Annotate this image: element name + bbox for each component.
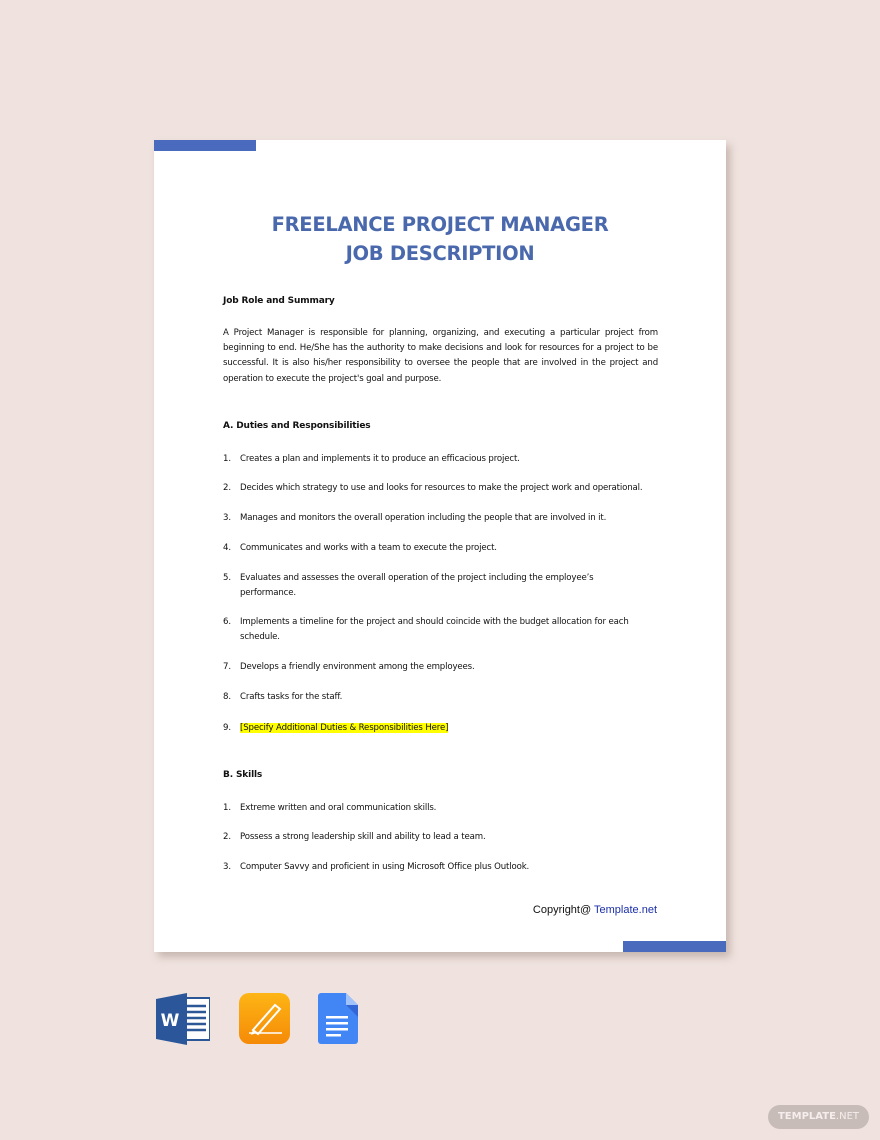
duty-item: 1. Creates a plan and implements it to produce an efficacious project. [223, 454, 520, 464]
duty-item-placeholder: 9. [Specify Additional Duties & Responsibilities Here] [223, 723, 449, 733]
summary-heading: Job Role and Summary [223, 296, 335, 306]
skill-item: 1. Extreme written and oral communication skills. [223, 803, 437, 813]
duty-item: 7. Develops a friendly environment among the employees. [223, 662, 475, 672]
title-line-1: FREELANCE PROJECT MANAGER [271, 213, 609, 236]
google-docs-icon[interactable] [318, 993, 358, 1044]
duty-item: 6. Implements a timeline for the project and should coincide with the budget allocation for each schedule. [223, 617, 629, 642]
document-title [154, 210, 726, 268]
svg-text:W: W [160, 1011, 180, 1031]
duties-heading: A. Duties and Responsibilities [223, 421, 371, 431]
copyright-notice: Copyright@ Template.net [532, 904, 657, 916]
summary-paragraph: A Project Manager is responsible for planning, organizing, and executing a particular project from beginning to end. He/She has the authority to make decisions and look for resources for a project to be successful. It is also his/her responsibility to oversee the people that are involved in the project and operation to execute the project's goal and purpose. [223, 328, 658, 384]
skills-heading: B. Skills [223, 770, 263, 780]
duty-item: 3. Manages and monitors the overall operation including the people that are involved in it. [223, 513, 607, 523]
skill-item: 2. Possess a strong leadership skill and ability to lead a team. [223, 832, 486, 842]
template-net-watermark: TEMPLATE.NET [768, 1105, 869, 1129]
accent-bar-top [154, 140, 256, 151]
duty-item: 2. Decides which strategy to use and looks for resources to make the project work and operational. [223, 483, 643, 493]
accent-bar-bottom [623, 941, 726, 952]
skill-item: 3. Computer Savvy and proficient in using Microsoft Office plus Outlook. [223, 862, 530, 872]
duty-item: 8. Crafts tasks for the staff. [223, 692, 343, 702]
apple-pages-icon[interactable] [239, 993, 290, 1044]
duty-item: 4. Communicates and works with a team to execute the project. [223, 543, 497, 553]
highlighted-placeholder-text: [Specify Additional Duties & Responsibilities Here] [240, 723, 449, 733]
microsoft-word-icon[interactable] [156, 993, 210, 1045]
document-page [154, 140, 726, 952]
title-line-2: JOB DESCRIPTION [345, 242, 535, 265]
duty-item: 5. Evaluates and assesses the overall operation of the project including the employee’s performance. [223, 573, 594, 598]
template-net-link[interactable]: Template.net [594, 904, 657, 916]
